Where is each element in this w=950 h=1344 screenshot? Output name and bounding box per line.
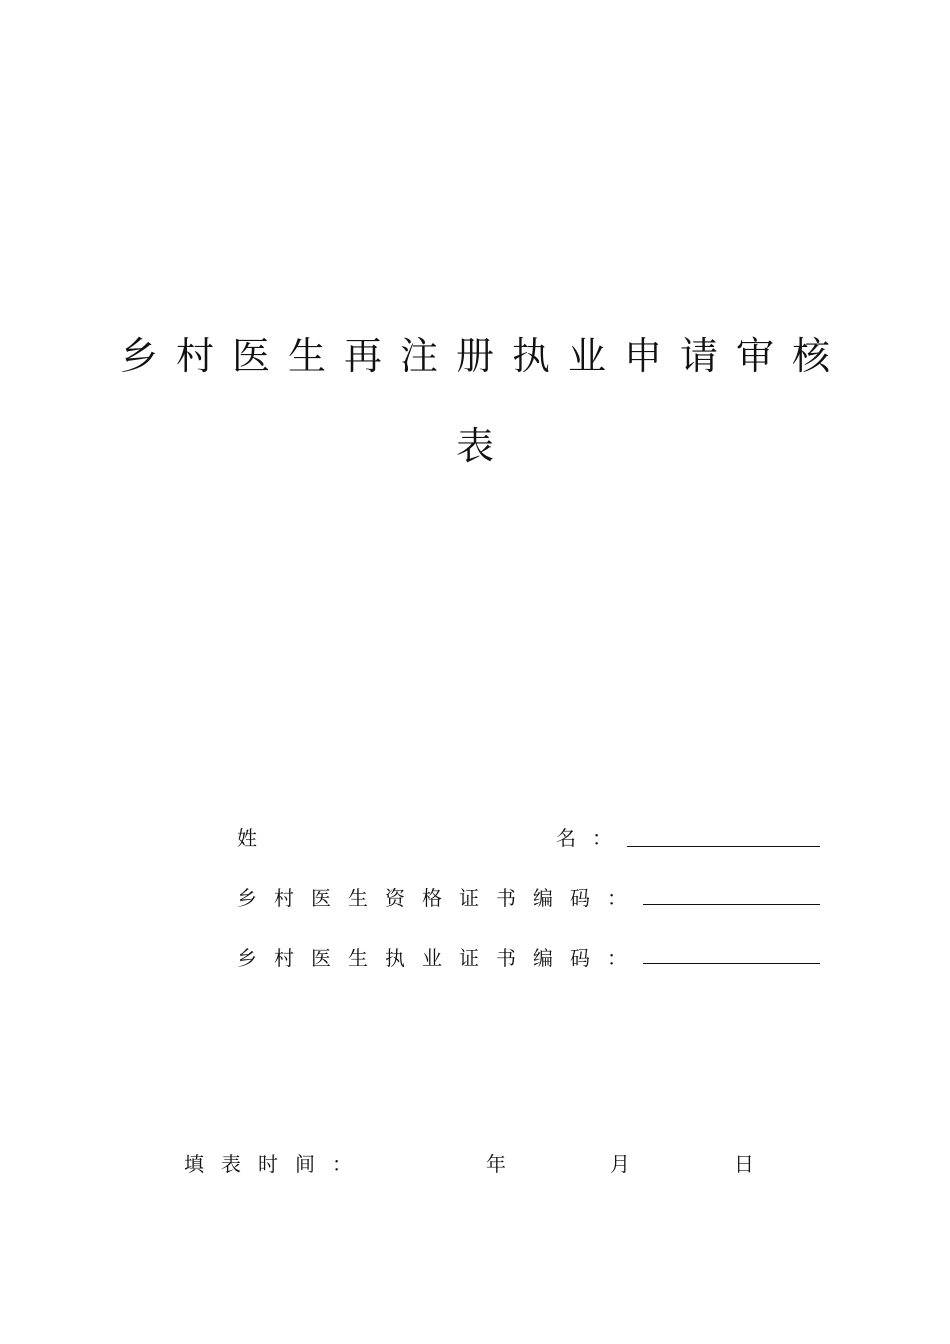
qualification-cert-field-line[interactable] [643, 904, 820, 905]
name-label-first-char: 姓 [237, 826, 257, 850]
practice-cert-label: 乡村医生执业证书编码： [237, 946, 644, 970]
qualification-cert-label: 乡村医生资格证书编码： [237, 886, 644, 910]
name-field-line[interactable] [627, 846, 820, 847]
date-day-unit: 日 [734, 1152, 754, 1176]
practice-cert-field-line[interactable] [643, 963, 820, 964]
title-line-1: 乡村医生再注册执业申请审核 [119, 334, 848, 378]
date-month-unit: 月 [610, 1152, 630, 1176]
fill-date-label: 填表时间： [184, 1152, 369, 1176]
title-line-2: 表 [455, 424, 494, 468]
name-label-second-char: 名： [556, 826, 628, 850]
date-year-unit: 年 [486, 1152, 506, 1176]
